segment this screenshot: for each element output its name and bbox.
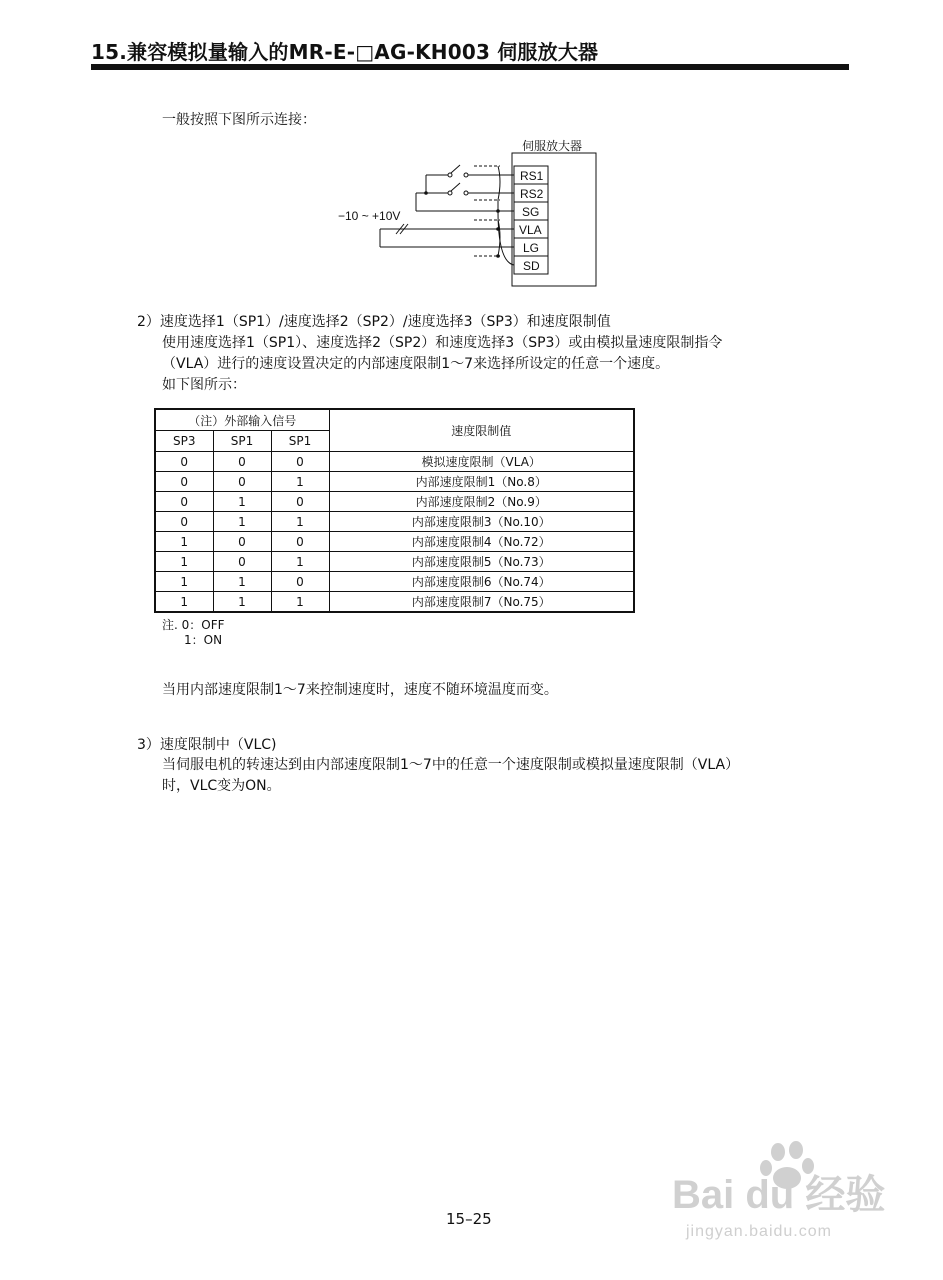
terminal-lg: LG: [523, 241, 540, 255]
title-rule: [91, 64, 849, 70]
cell: 0: [213, 552, 271, 572]
cell: 0: [155, 492, 213, 512]
page-number: 15–25: [446, 1210, 492, 1228]
group-header: （注）外部输入信号: [155, 409, 329, 431]
col-header: SP1: [271, 431, 329, 452]
cell: 内部速度限制2（No.9）: [329, 492, 634, 512]
cell: 内部速度限制3（No.10）: [329, 512, 634, 532]
cell: 1: [213, 592, 271, 613]
cell: 0: [155, 512, 213, 532]
cell: 1: [155, 592, 213, 613]
table-row: [155, 572, 634, 592]
col-header: SP1: [213, 431, 271, 452]
section2-line: 使用速度选择1（SP1）、速度选择2（SP2）和速度选择3（SP3）或由模拟量速度限制指令: [162, 335, 723, 351]
cell: 模拟速度限制（VLA）: [329, 452, 634, 472]
section3-line: 当伺服电机的转速达到由内部速度限制1～7中的任意一个速度限制或模拟量速度限制（VLA）: [162, 757, 740, 773]
cell: 1: [155, 572, 213, 592]
col-header: SP3: [155, 431, 213, 452]
baidu-jingyan-watermark: [668, 1138, 898, 1258]
cell: 1: [271, 592, 329, 613]
cell: 0: [213, 472, 271, 492]
watermark-url: jingyan.baidu.com: [686, 1223, 832, 1240]
terminal-rs1: RS1: [520, 169, 544, 183]
cell: 1: [271, 512, 329, 532]
cell: 0: [155, 452, 213, 472]
cell: 0: [213, 452, 271, 472]
table-header-row: [155, 409, 634, 431]
cell: 1: [155, 532, 213, 552]
section2-line: （VLA）进行的速度设置决定的内部速度限制1～7来选择所设定的任意一个速度。: [162, 356, 670, 372]
cell: 1: [155, 552, 213, 572]
table-row: [155, 452, 634, 472]
speed-limit-table: [154, 408, 635, 613]
cell: 1: [213, 492, 271, 512]
section3-heading: 3）速度限制中（VLC): [137, 737, 277, 753]
cell: 内部速度限制4（No.72）: [329, 532, 634, 552]
cell: 内部速度限制5（No.73）: [329, 552, 634, 572]
table-row: [155, 592, 634, 613]
wiring-diagram: [330, 136, 610, 288]
terminal-sd: SD: [523, 259, 540, 273]
section2-body: [162, 333, 722, 396]
section2-line: 如下图所示：: [162, 377, 246, 393]
cell: 1: [271, 552, 329, 572]
table-row: [155, 472, 634, 492]
cell: 0: [271, 452, 329, 472]
table-row: [155, 532, 634, 552]
cell: 内部速度限制7（No.75）: [329, 592, 634, 613]
table-note: [162, 618, 225, 648]
value-header: 速度限制值: [329, 409, 634, 452]
cell: 内部速度限制6（No.74）: [329, 572, 634, 592]
cell: 0: [271, 532, 329, 552]
note-line: 注. 0：OFF: [162, 618, 225, 632]
cell: 0: [271, 492, 329, 512]
cell: 1: [271, 472, 329, 492]
page-title: 15.兼容模拟量输入的MR-E-□AG-KH003 伺服放大器: [91, 40, 599, 64]
cell: 0: [271, 572, 329, 592]
terminal-rs2: RS2: [520, 187, 544, 201]
table-row: [155, 552, 634, 572]
voltage-label: −10 ~ +10V: [338, 209, 401, 223]
cell: 1: [213, 512, 271, 532]
watermark-brand: Bai du 经验: [672, 1173, 886, 1217]
cell: 1: [213, 572, 271, 592]
cell: 0: [155, 472, 213, 492]
section2-heading: 2）速度选择1（SP1）/速度选择2（SP2）/速度选择3（SP3）和速度限制值: [137, 314, 611, 330]
section3-line: 时，VLC变为ON。: [162, 778, 281, 794]
cell: 内部速度限制1（No.8）: [329, 472, 634, 492]
intro-text: 一般按照下图所示连接：: [162, 112, 316, 128]
table-row: [155, 512, 634, 532]
table-row: [155, 492, 634, 512]
terminal-sg: SG: [522, 205, 540, 219]
cell: 0: [213, 532, 271, 552]
terminal-vla: VLA: [519, 223, 542, 237]
section3-body: [162, 755, 739, 797]
remark-text: 当用内部速度限制1～7来控制速度时，速度不随环境温度而变。: [162, 682, 558, 698]
servo-amplifier-label: 伺服放大器: [522, 139, 583, 153]
note-line: 1：ON: [184, 633, 223, 647]
